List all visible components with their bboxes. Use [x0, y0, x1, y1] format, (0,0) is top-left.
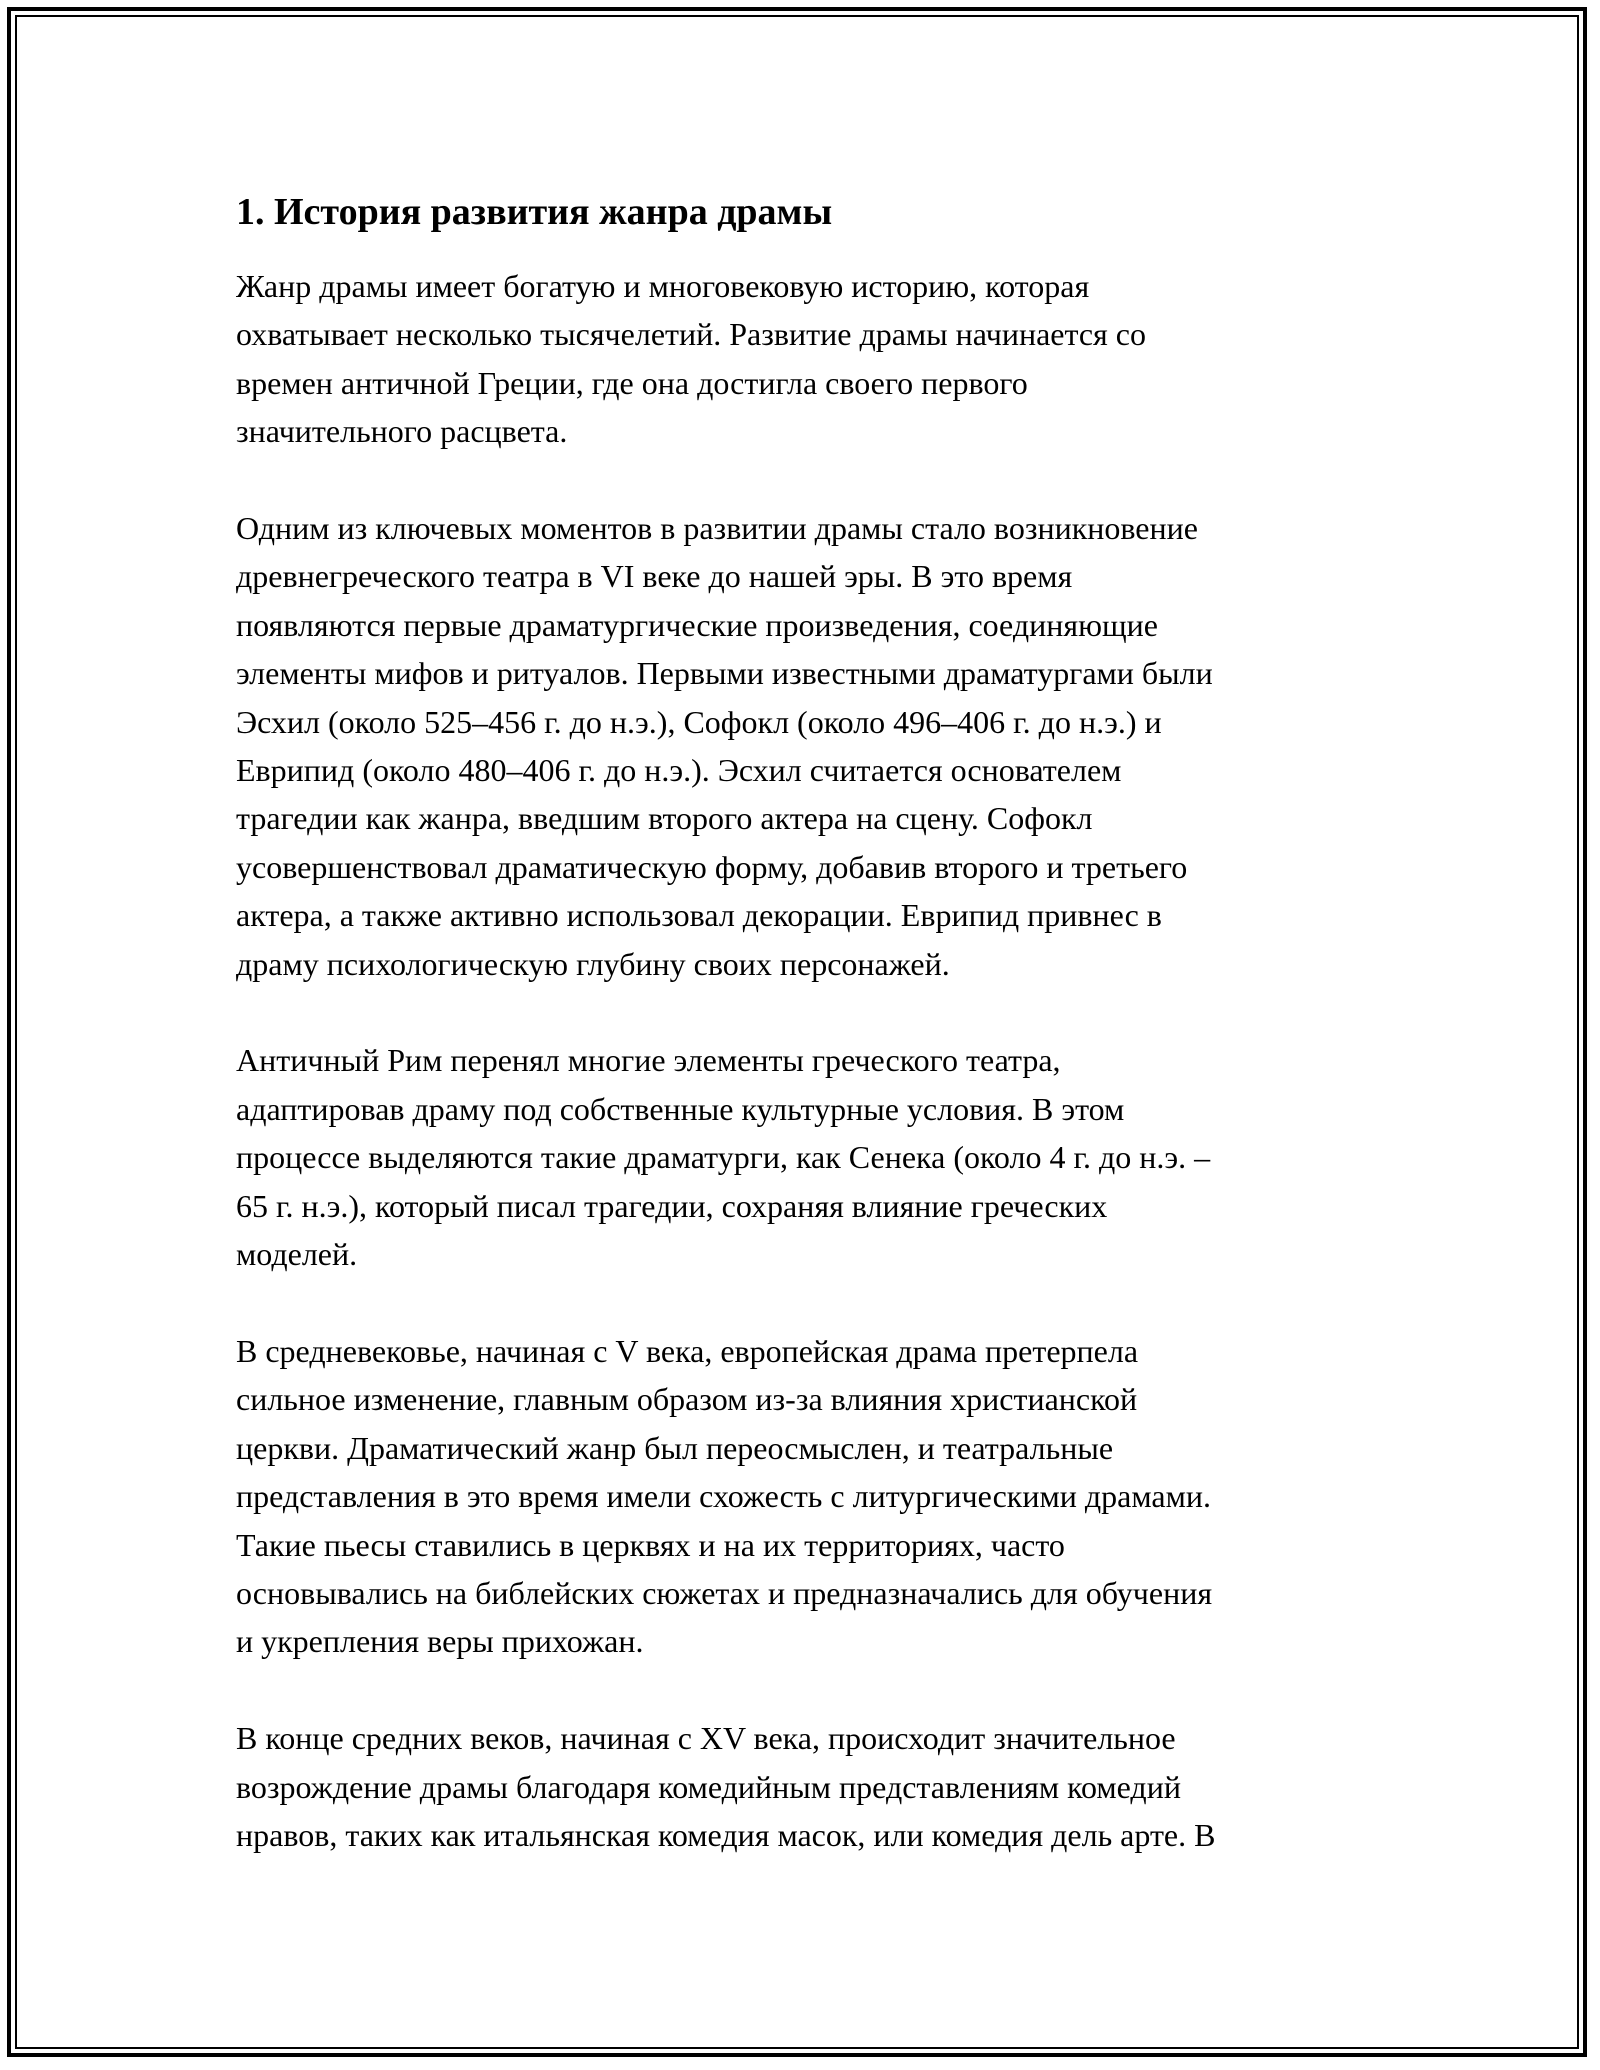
paragraph-2: [236, 504, 1376, 988]
text-line: церкви. Драматический жанр был переосмыслен, и театральные: [236, 1429, 1114, 1466]
text-line: представления в это время имели схожесть с литургическими драмами.: [236, 1478, 1211, 1515]
text-line: процессе выделяются такие драматурги, как Сенека (около 4 г. до н.э. –: [236, 1139, 1211, 1176]
text-line: древнегреческого театра в VI веке до нашей эры. В это время: [236, 558, 1073, 595]
text-line: сильное изменение, главным образом из-за влияния христианской: [236, 1381, 1138, 1418]
text-line: охватывает несколько тысячелетий. Развитие драмы начинается со: [236, 316, 1146, 353]
paragraph-3: [236, 1036, 1376, 1278]
text-line: моделей.: [236, 1236, 358, 1273]
text-line: Жанр драмы имеет богатую и многовековую историю, которая: [236, 268, 1090, 304]
text-line: драму психологическую глубину своих персонажей.: [236, 945, 950, 982]
text-line: основывались на библейских сюжетах и предназначались для обучения: [236, 1574, 1213, 1611]
text-line: Эсхил (около 525–456 г. до н.э.), Софокл (около 496–406 г. до н.э.) и: [236, 703, 1162, 740]
section-heading: 1. История развития жанра драмы: [236, 191, 833, 233]
document-body: [236, 188, 1376, 1908]
text-line: Одним из ключевых моментов в развитии драмы стало возникновение: [236, 510, 1198, 547]
paragraph-4: [236, 1327, 1376, 1666]
text-line: нравов, таких как итальянская комедия масок, или комедия дель арте. В: [236, 1816, 1216, 1853]
paragraph-1: [236, 262, 1376, 456]
text-line: В конце средних веков, начиная с XV века, происходит значительное: [236, 1720, 1176, 1757]
text-line: Античный Рим перенял многие элементы греческого театра,: [236, 1042, 1061, 1079]
text-line: Еврипид (около 480–406 г. до н.э.). Эсхил считается основателем: [236, 752, 1122, 789]
text-line: 65 г. н.э.), который писал трагедии, сохраняя влияние греческих: [236, 1187, 1108, 1224]
text-line: В средневековье, начиная с V века, европейская драма претерпела: [236, 1332, 1139, 1369]
text-line: адаптировав драму под собственные культурные условия. В этом: [236, 1090, 1125, 1127]
text-line: актера, а также активно использовал декорации. Еврипид привнес в: [236, 897, 1162, 934]
text-line: усовершенствовал драматическую форму, добавив второго и третьего: [236, 848, 1188, 885]
text-line: появляются первые драматургические произведения, соединяющие: [236, 606, 1158, 643]
text-line: трагедии как жанра, введшим второго актера на сцену. Софокл: [236, 800, 1093, 837]
text-line: элементы мифов и ритуалов. Первыми известными драматургами были: [236, 655, 1213, 692]
text-line: Такие пьесы ставились в церквях и на их территориях, часто: [236, 1526, 1065, 1563]
text-line: значительного расцвета.: [236, 413, 568, 450]
text-line: времен античной Греции, где она достигла своего первого: [236, 364, 1028, 401]
paragraph-5: [236, 1714, 1376, 1859]
text-line: и укрепления веры прихожан.: [236, 1623, 644, 1660]
text-line: возрождение драмы благодаря комедийным представлениям комедий: [236, 1768, 1181, 1805]
